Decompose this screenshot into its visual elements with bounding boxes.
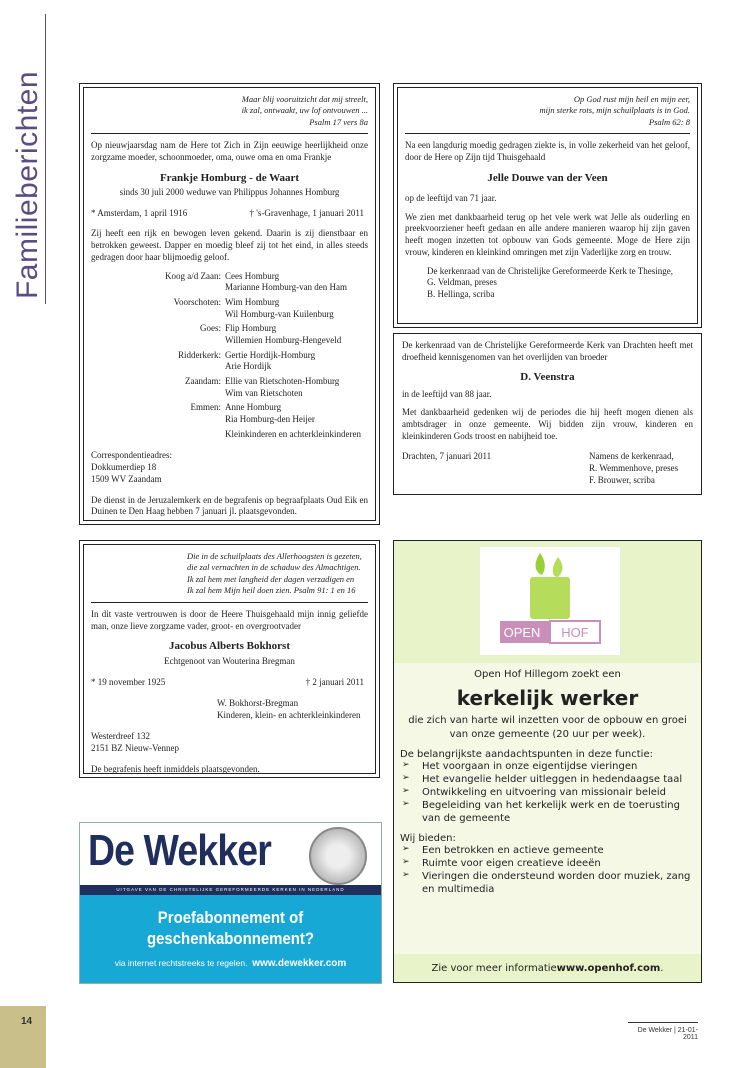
place-date: Drachten, 7 januari 2011 bbox=[402, 451, 492, 462]
offer-title: Wij bieden: bbox=[400, 833, 456, 844]
ad-header bbox=[394, 541, 701, 663]
notice-signature: De kerkenraad van de Christelijke Gereformeerde Kerk te Thesinge, G. Veldman, preses B. Hellinga, scriba bbox=[427, 265, 673, 299]
deceased-age: op de leeftijd van 71 jaar. bbox=[405, 193, 497, 204]
church-seal-icon bbox=[309, 827, 367, 885]
deceased-subtitle: sinds 30 juli 2000 weduwe van Philippus Johannes Homburg bbox=[119, 187, 340, 198]
notice-text: Zij heeft een rijk en bewogen leven gekend. Daarin is zij dienstbaar en betrokken geweest. Dapper en moedig bleef zij tot het eind, in alles steeds gedragen door haar blijmoedig geloof. bbox=[91, 228, 368, 262]
family-list bbox=[91, 271, 368, 441]
family-row: Zaandam: Ellie van Rietschoten-Homburg Wim van Rietschoten bbox=[185, 376, 340, 398]
notice-closing: De begrafenis heeft inmiddels plaatsgevonden. bbox=[91, 763, 260, 774]
list-item: ➢ Het voorgaan in onze eigentijdse vieringen bbox=[400, 760, 695, 773]
de-wekker-logo: De Wekker bbox=[88, 826, 271, 875]
birth-date: * Amsterdam, 1 april 1916 bbox=[91, 207, 188, 218]
death-date: † 's-Gravenhage, 1 januari 2011 bbox=[249, 207, 364, 218]
birth-date: * 19 november 1925 bbox=[91, 677, 166, 688]
notice-intro: Op nieuwjaarsdag nam de Here tot Zich in Zijn eeuwige heerlijkheid onze zorgzame moeder, schoonmoeder, oma, ouwe oma en oma Frankje bbox=[91, 140, 368, 163]
notice-text: Met dankbaarheid gedenken wij de periodes die hij heeft mogen dienen als ambtsdrager in onze gemeente. Wij bidden zijn vrouw, kinderen en kleinkinderen Gods troost en nabijheid toe. bbox=[402, 407, 693, 441]
page-footer: De Wekker | 21-01-2011 bbox=[628, 1022, 698, 1041]
notice-van-der-veen bbox=[393, 83, 702, 328]
list-item: ➢ Het evangelie helder uitleggen in hedendaagse taal bbox=[400, 773, 695, 786]
ad-subtitle: die zich van harte wil inzetten voor de opbouw en groei van onze gemeente (20 uur per week). bbox=[408, 715, 687, 740]
family-list: W. Bokhorst-Bregman Kinderen, klein- en achterkleinkinderen bbox=[217, 697, 361, 720]
notice-closing: De dienst in de Jeruzalemkerk en de begrafenis op begraafplaats Oud Eik en Duinen te Den Haag hebben 7 januari jl. plaatsgevonden. bbox=[91, 494, 368, 517]
deceased-subtitle: Echtgenoot van Wouterina Bregman bbox=[164, 655, 295, 666]
offer-list bbox=[400, 844, 695, 896]
family-row: Kleinkinderen en achterkleinkinderen bbox=[225, 428, 361, 439]
family-row: Emmen: Anne Homburg Ria Homburg-den Heijer bbox=[190, 402, 315, 425]
notice-quote: Die in de schuilplaats des Allerhoogsten is gezeten, die zal vernachten in de schaduw des Almachtigen. Ik zal hem met langheid der dagen verzadigen en Ik zal hem Mijn heil doen zien. Psalm 91: 1 en 16 bbox=[91, 551, 368, 603]
notice-veenstra bbox=[393, 333, 702, 495]
family-row: Ridderkerk: Gertie Hordijk-Homburg Arie Hordijk bbox=[178, 349, 316, 372]
page-number: 14 bbox=[21, 1016, 33, 1027]
page-number-tab bbox=[0, 1006, 46, 1068]
section-divider bbox=[45, 14, 46, 304]
deceased-name: Frankje Homburg - de Waart bbox=[159, 171, 300, 184]
focus-list bbox=[400, 760, 695, 825]
ad-intro: Open Hof Hillegom zoekt een bbox=[474, 669, 621, 680]
address: Westerdreef 132 2151 BZ Nieuw-Vennep bbox=[91, 731, 179, 753]
notice-text: We zien met dankbaarheid terug op het vele werk wat Jelle als ouderling en preekvoorziener heeft gedaan en alle andere manieren waarop hij zijn gaven heeft mogen inzetten tot opbouw van Gods gemeente. Moge de Here zijn vrouw, kinderen en kleinkind omringen met zijn Vaderlijke zorg en trouw. bbox=[405, 211, 690, 257]
notice-signature: Namens de kerkenraad, R. Wemmenhove, preses F. Brouwer, scriba bbox=[589, 451, 679, 485]
notice-quote: Op God rust mijn heil en mijn eer, mijn sterke rots, mijn schuilplaats is in God. Psalm 62: 8 bbox=[405, 94, 690, 134]
family-row: Koog a/d Zaan: Cees Homburg Marianne Homburg-van den Ham bbox=[165, 270, 348, 293]
open-hof-logo bbox=[480, 547, 620, 655]
ad-headline-1: Proefabonnement of bbox=[157, 908, 304, 927]
notice-quote: Maar blij vooruitzicht dat mij streelt, ik zal, ontwaakt, uw lof ontvouwen ... Psalm 17 vers 8a bbox=[91, 94, 368, 134]
svg-text:HOF: HOF bbox=[561, 625, 589, 640]
list-item: ➢ Vieringen die ondersteund worden door muziek, zang en multimedia bbox=[400, 870, 695, 896]
notice-intro: Na een langdurig moedig gedragen ziekte is, in volle zekerheid van het geloof, door de Here op Zijn tijd Thuisgehaald bbox=[405, 140, 690, 163]
family-row: Voorschoten: Wim Homburg Wil Homburg-van Kuilenburg bbox=[173, 296, 334, 319]
notice-intro: De kerkenraad van de Christelijke Gereformeerde Kerk van Drachten heeft met droefheid kennisgenomen van het overlijden van broeder bbox=[402, 340, 693, 362]
open-hof-url[interactable]: www.openhof.com bbox=[556, 962, 661, 974]
publisher-band: UITGAVE VAN DE CHRISTELIJKE GEREFORMEERDE KERKEN IN NEDERLAND bbox=[80, 885, 381, 895]
death-date: † 2 januari 2011 bbox=[305, 677, 364, 688]
deceased-age: in de leeftijd van 88 jaar. bbox=[402, 388, 492, 399]
section-title bbox=[8, 70, 48, 300]
open-hof-ad bbox=[393, 540, 702, 983]
ad-footer: Zie voor meer informatie www.openhof.com . bbox=[394, 954, 701, 982]
de-wekker-ad[interactable] bbox=[79, 822, 382, 984]
notice-intro: In dit vaste vertrouwen is door de Heere Thuisgehaald mijn innig geliefde man, onze lieve zorgzame vader, groot- en overgrootvader bbox=[91, 608, 368, 631]
deceased-name: Jacobus Alberts Bokhorst bbox=[168, 640, 291, 653]
correspondence-address: Correspondentieadres: Dokkumerdiep 18 1509 WV Zaandam bbox=[91, 450, 172, 484]
ad-tagline: via internet rechtstreeks te regelen. www.dewekker.com bbox=[114, 957, 347, 969]
candle-icon bbox=[480, 547, 620, 655]
notice-homburg bbox=[79, 83, 380, 525]
list-item: ➢ Ontwikkeling en uitvoering van missionair beleid bbox=[400, 786, 695, 799]
notice-bokhorst bbox=[79, 540, 380, 778]
de-wekker-url[interactable]: www.dewekker.com bbox=[252, 957, 347, 969]
section-title-text: Familieberichten bbox=[11, 70, 44, 300]
svg-text:OPEN: OPEN bbox=[503, 625, 541, 640]
focus-title: De belangrijkste aandachtspunten in deze functie: bbox=[400, 749, 653, 760]
ad-headline: kerkelijk werker bbox=[456, 686, 639, 710]
deceased-name: Jelle Douwe van der Veen bbox=[487, 171, 608, 184]
list-item: ➢ Begeleiding van het kerkelijk werk en de toerusting van de gemeente bbox=[400, 799, 695, 825]
deceased-name: D. Veenstra bbox=[520, 371, 575, 384]
ad-headline-2: geschenkabonnement? bbox=[146, 929, 315, 949]
family-row: Goes: Flip Homburg Willemien Homburg-Hengeveld bbox=[200, 323, 342, 345]
list-item: ➢ Een betrokken en actieve gemeente bbox=[400, 844, 695, 857]
list-item: ➢ Ruimte voor eigen creatieve ideeën bbox=[400, 857, 695, 870]
